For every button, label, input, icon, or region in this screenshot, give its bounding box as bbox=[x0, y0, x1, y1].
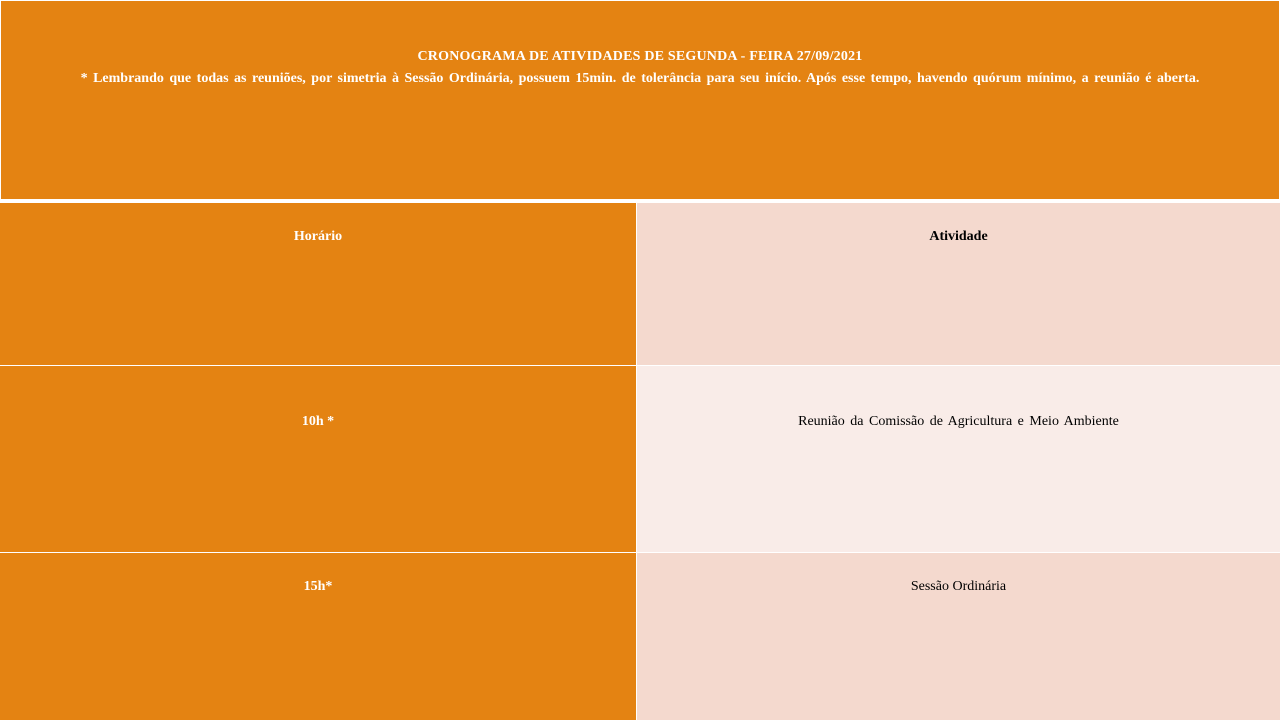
column-header-time bbox=[0, 203, 636, 365]
row-time-value: 15h* bbox=[303, 579, 333, 594]
table-row-time bbox=[0, 366, 636, 552]
schedule-title: CRONOGRAMA DE ATIVIDADES DE SEGUNDA - FEIRA 27/09/2021 bbox=[417, 49, 863, 64]
schedule-table bbox=[0, 203, 1280, 720]
column-header-time-label: Horário bbox=[293, 229, 343, 244]
table-row-time bbox=[0, 553, 636, 720]
header-banner bbox=[0, 0, 1280, 200]
table-row-activity bbox=[637, 366, 1280, 552]
row-activity-value: Reunião da Comissão de Agricultura e Meio Ambiente bbox=[798, 414, 1119, 429]
table-row-activity bbox=[637, 553, 1280, 720]
row-time-value: 10h * bbox=[301, 414, 335, 429]
row-activity-value: Sessão Ordinária bbox=[910, 579, 1007, 594]
tolerance-note: * Lembrando que todas as reuniões, por simetria à Sessão Ordinária, possuem 15min. de tolerância para seu início. Após esse tempo, havendo quórum mínimo, a reunião é aberta. bbox=[80, 71, 1200, 86]
column-header-activity-label: Atividade bbox=[929, 229, 988, 244]
column-header-activity bbox=[637, 203, 1280, 365]
